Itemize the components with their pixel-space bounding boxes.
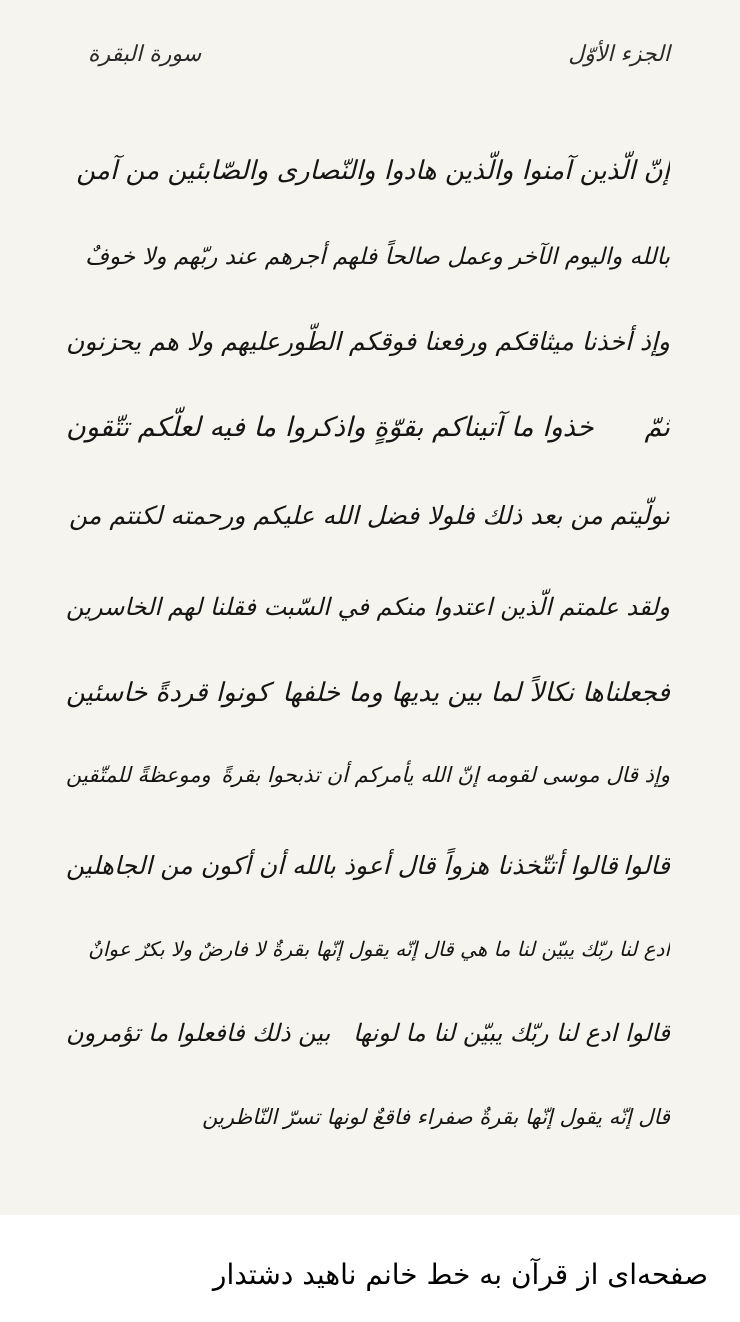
verse-text: إنّ الّذين آمنوا والّذين هادوا والنّصارى والصّابئين من آمن (76, 156, 670, 186)
verse-line-10 (66, 914, 670, 984)
verse-text-right: ثمّ (644, 411, 670, 443)
verse-text-left: وموعظةً للمتّقين (66, 763, 211, 787)
image-caption: صفحه‌ای از قرآن به خط خانم ناهید دشتدار (212, 1258, 708, 1291)
verse-line-12 (190, 1082, 670, 1152)
verse-text-right: وإذ أخذنا ميثاقكم ورفعنا فوقكم الطّور (280, 326, 670, 356)
surah-heading: سورة البقرة (88, 42, 202, 67)
verse-text-right: وإذ قال موسى لقومه إنّ الله يأمركم أن تذبحوا بقرةً (221, 763, 670, 787)
verse-text-left: عليهم ولا هم يحزنون (66, 326, 281, 356)
verse-text: ادع لنا ربّك يبيّن لنا ما هي قال إنّه يقول إنّها بقرةٌ لا فارضٌ ولا بكرٌ عوانٌ (88, 937, 670, 961)
verse-text-right: فجعلناها نكالاً لما بين يديها وما خلفها (282, 678, 670, 708)
verse-text-left: قالوا أتتّخذنا هزواً قال أعوذ بالله أن أكون من الجاهلين (66, 850, 618, 880)
verse-text: تولّيتم من بعد ذلك فلولا فضل الله عليكم ورحمته لكنتم من (68, 500, 670, 530)
verse-text-left: بين ذلك فافعلوا ما تؤمرون (66, 1019, 331, 1047)
verse-text-left: الخاسرين (66, 593, 162, 621)
verse-text: قال إنّه يقول إنّها بقرةٌ صفراء فاقعٌ لونها تسرّ النّاظرين (202, 1105, 670, 1129)
verse-line-1 (66, 136, 670, 206)
verse-line-11 (66, 998, 670, 1068)
verse-text: بالله واليوم الآخر وعمل صالحاً فلهم أجرهم عند ربّهم ولا خوفٌ (85, 244, 670, 270)
verse-text-right: قالوا ادع لنا ربّك يبيّن لنا ما لونها (353, 1019, 670, 1047)
verse-line-9 (66, 830, 670, 900)
verse-line-3 (66, 306, 670, 376)
verse-line-4 (66, 392, 670, 462)
verse-text-left: كونوا قردةً خاسئين (66, 678, 270, 708)
verse-text-left: خذوا ما آتيناكم بقوّةٍ واذكروا ما فيه لعلّكم تتّقون (66, 411, 594, 443)
verse-line-6 (66, 572, 670, 642)
verse-line-7 (66, 658, 670, 728)
verse-text-right: ولقد علمتم الّذين اعتدوا منكم في السّبت فقلنا لهم (167, 593, 670, 621)
verse-line-5 (66, 480, 670, 550)
verse-line-8 (66, 740, 670, 810)
verse-line-2 (66, 222, 670, 292)
verse-text-right: قالوا (622, 850, 670, 880)
juz-heading: الجزء الأوّل (568, 42, 670, 67)
